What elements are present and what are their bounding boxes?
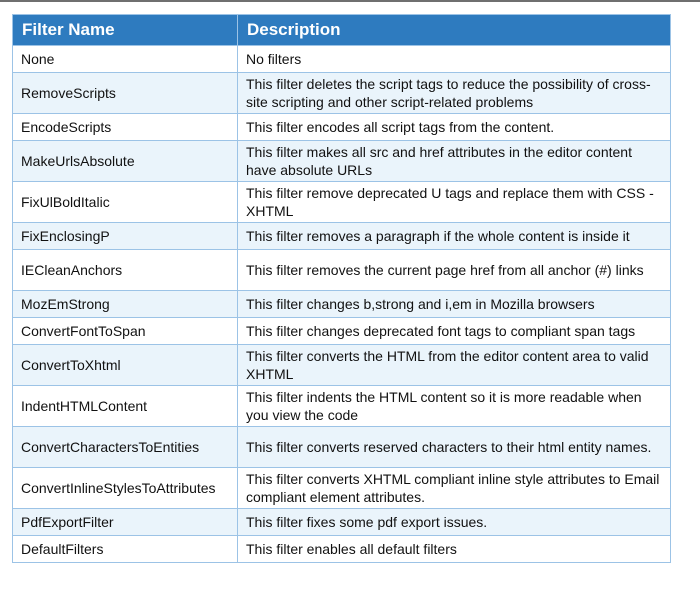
table-row (13, 386, 671, 427)
filter-name-cell: MozEmStrong (13, 291, 238, 318)
filter-name-cell: IndentHTMLContent (13, 386, 238, 427)
filter-name-cell: RemoveScripts (13, 73, 238, 114)
top-divider (0, 0, 700, 2)
filter-description-cell: This filter changes b,strong and i,em in Mozilla browsers (238, 291, 671, 318)
filter-description-cell: This filter removes the current page href from all anchor (#) links (238, 250, 671, 291)
filter-description-cell: This filter remove deprecated U tags and replace them with CSS - XHTML (238, 182, 671, 223)
filter-description-cell: This filter fixes some pdf export issues. (238, 509, 671, 536)
filter-description-cell: This filter converts reserved characters to their html entity names. (238, 427, 671, 468)
header-filter-name: Filter Name (13, 15, 238, 46)
filter-name-cell: DefaultFilters (13, 536, 238, 563)
table-row (13, 468, 671, 509)
filter-name-cell: IECleanAnchors (13, 250, 238, 291)
filter-description-cell: No filters (238, 46, 671, 73)
header-description: Description (238, 15, 671, 46)
filter-description-cell: This filter removes a paragraph if the whole content is inside it (238, 223, 671, 250)
table-row (13, 250, 671, 291)
table-row (13, 291, 671, 318)
filter-description-cell: This filter enables all default filters (238, 536, 671, 563)
filter-description-cell: This filter makes all src and href attributes in the editor content have absolute URLs (238, 141, 671, 182)
filter-description-cell: This filter encodes all script tags from the content. (238, 114, 671, 141)
table-row (13, 46, 671, 73)
filter-name-cell: ConvertFontToSpan (13, 318, 238, 345)
filter-description-cell: This filter deletes the script tags to reduce the possibility of cross-site scripting and other script-related problems (238, 73, 671, 114)
table-row (13, 223, 671, 250)
filter-name-cell: MakeUrlsAbsolute (13, 141, 238, 182)
filter-name-cell: ConvertToXhtml (13, 345, 238, 386)
filter-name-cell: None (13, 46, 238, 73)
filter-name-cell: EncodeScripts (13, 114, 238, 141)
table-header-row (13, 15, 671, 46)
filter-description-cell: This filter changes deprecated font tags to compliant span tags (238, 318, 671, 345)
filter-name-cell: PdfExportFilter (13, 509, 238, 536)
filter-name-cell: ConvertCharactersToEntities (13, 427, 238, 468)
table-row (13, 73, 671, 114)
table-row (13, 318, 671, 345)
filter-name-cell: FixUlBoldItalic (13, 182, 238, 223)
filter-description-cell: This filter converts XHTML compliant inline style attributes to Email compliant element attributes. (238, 468, 671, 509)
table-row (13, 536, 671, 563)
table-row (13, 509, 671, 536)
filter-table (12, 14, 671, 563)
table-row (13, 114, 671, 141)
filter-description-cell: This filter indents the HTML content so it is more readable when you view the code (238, 386, 671, 427)
filter-description-cell: This filter converts the HTML from the editor content area to valid XHTML (238, 345, 671, 386)
table-row (13, 427, 671, 468)
table-row (13, 141, 671, 182)
table-row (13, 345, 671, 386)
table-row (13, 182, 671, 223)
filter-name-cell: ConvertInlineStylesToAttributes (13, 468, 238, 509)
filter-name-cell: FixEnclosingP (13, 223, 238, 250)
